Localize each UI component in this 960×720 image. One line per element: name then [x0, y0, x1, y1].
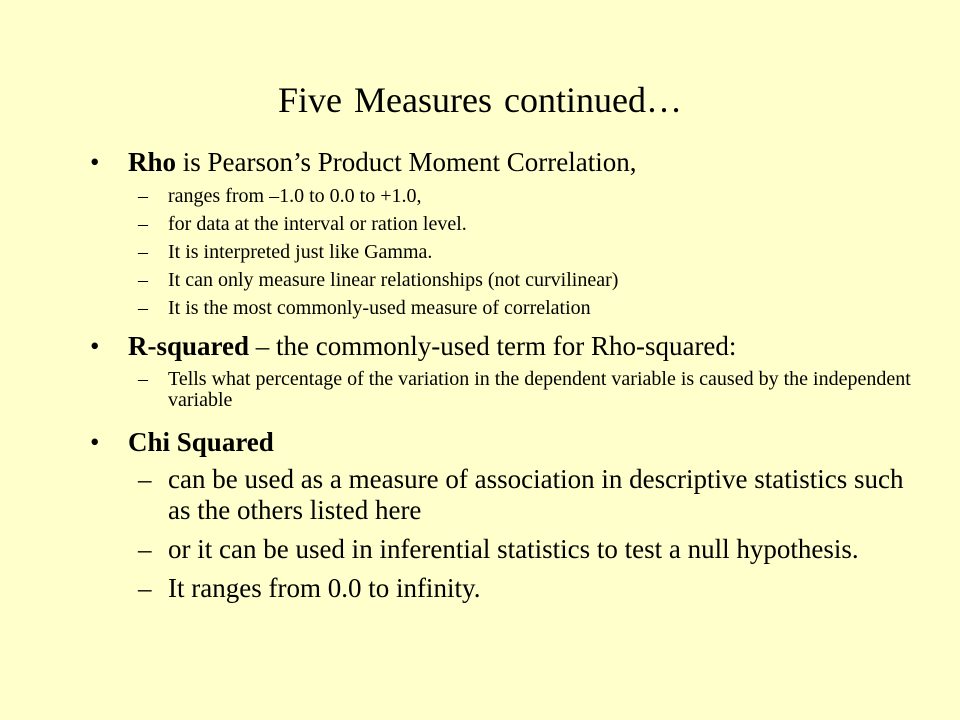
bullet-icon: • [90, 331, 100, 361]
rho-sub-item [90, 185, 920, 208]
rho-sub-text: ranges from –1.0 to 0.0 to +1.0, [168, 185, 422, 207]
bullet-r-squared [90, 330, 920, 362]
rho-sub-text: It is the most commonly-used measure of correlation [168, 297, 591, 319]
chi-term: Chi Squared [128, 427, 274, 457]
dash-icon: – [138, 368, 148, 390]
rho-sub-item [90, 269, 920, 292]
dash-icon: – [138, 464, 152, 494]
bullet-icon: • [90, 427, 100, 457]
dash-icon: – [138, 185, 148, 207]
dash-icon: – [138, 213, 148, 235]
rho-sub-text: for data at the interval or ration level. [168, 213, 467, 235]
dash-icon: – [138, 269, 148, 291]
chi-sub-item [90, 534, 920, 565]
rsquared-sub-text: Tells what percentage of the variation in the dependent variable is caused by the independent variable [168, 368, 911, 411]
bullet-chi-squared [90, 426, 920, 458]
slide-title: Five Measures continued… [278, 80, 682, 120]
chi-sub-item [90, 573, 920, 604]
dash-icon: – [138, 241, 148, 263]
rsquared-sub-item [90, 369, 920, 411]
rho-sub-item [90, 241, 920, 264]
rho-term: Rho [128, 147, 177, 177]
rho-sub-item [90, 213, 920, 236]
rho-sub-text: It is interpreted just like Gamma. [168, 241, 433, 263]
rho-text: is Pearson’s Product Moment Correlation, [176, 147, 637, 177]
chi-sub-text: It ranges from 0.0 to infinity. [168, 573, 481, 603]
rho-sub-text: It can only measure linear relationships (not curvilinear) [168, 269, 619, 291]
bullet-rho [90, 146, 920, 178]
slide-body [90, 142, 920, 604]
chi-sub-item [90, 464, 920, 526]
rsquared-term: R-squared [128, 331, 250, 361]
bullet-icon: • [90, 147, 100, 177]
dash-icon: – [138, 297, 148, 319]
rsquared-text: – the commonly-used term for Rho-squared: [249, 331, 737, 361]
dash-icon: – [138, 573, 152, 603]
chi-sub-text: or it can be used in inferential statistics to test a null hypothesis. [168, 534, 859, 564]
rho-sub-item [90, 297, 920, 320]
dash-icon: – [138, 534, 152, 564]
chi-sub-text: can be used as a measure of association in descriptive statistics such as the others listed here [168, 464, 904, 525]
